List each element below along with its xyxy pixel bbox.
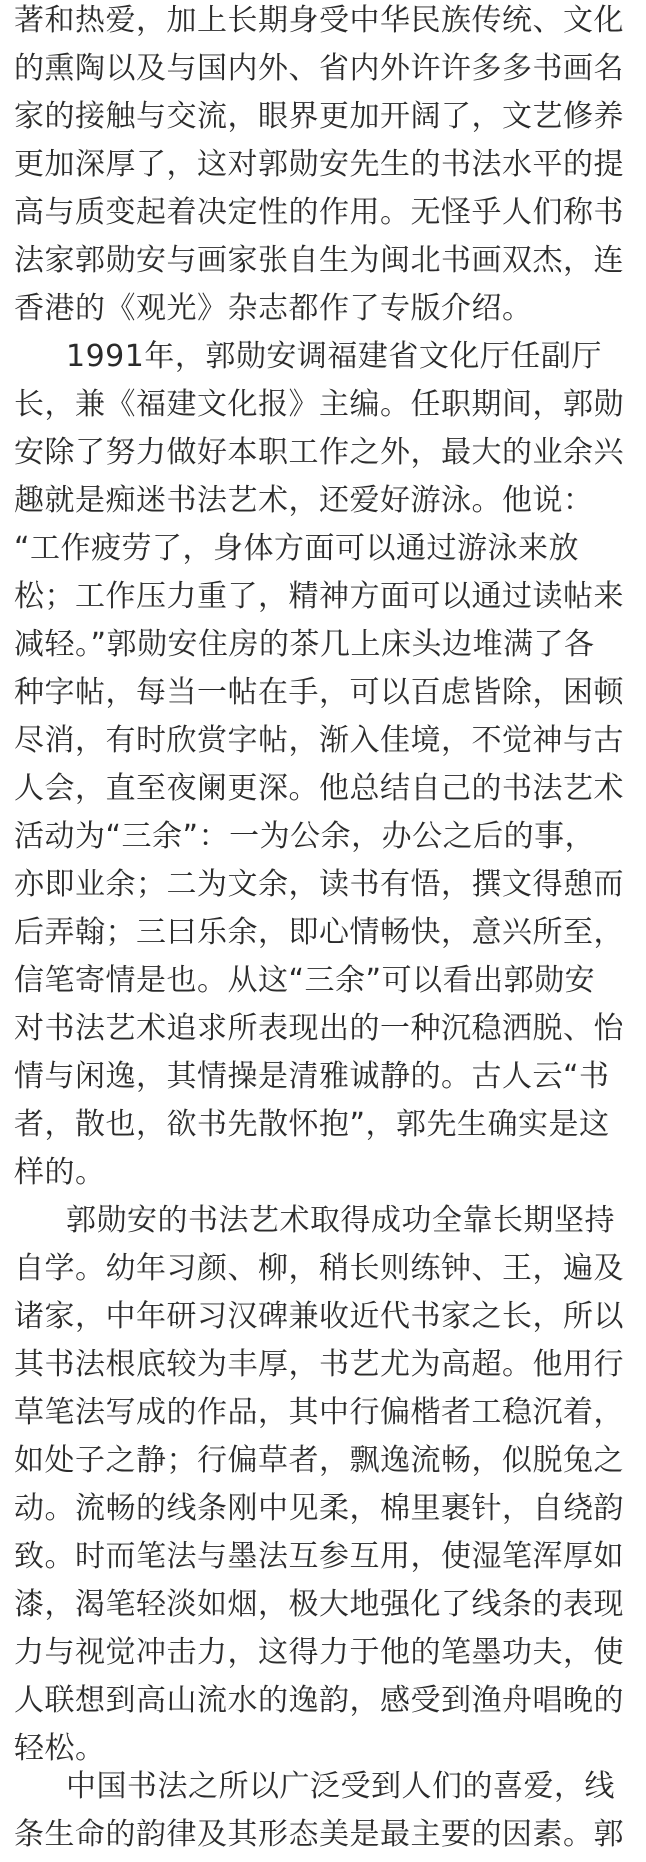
article-line: 动。流畅的线条刚中见柔，棉里裹针，自绕韵	[14, 1491, 624, 1526]
article-line: 种字帖，每当一帖在手，可以百虑皆除，困顿	[14, 675, 624, 710]
article-line: 诸家，中年研习汉碑兼收近代书家之长，所以	[14, 1299, 624, 1334]
article-line: 如处子之静；行偏草者，飘逸流畅，似脱兔之	[14, 1443, 624, 1478]
article-line: 样的。	[14, 1155, 106, 1190]
article-line: 松；工作压力重了，精神方面可以通过读帖来	[14, 579, 624, 614]
article-line: 著和热爱，加上长期身受中华民族传统、文化	[14, 3, 624, 38]
article-line: 漆，渴笔轻淡如烟，极大地强化了线条的表现	[14, 1587, 624, 1622]
article-line: 后弄翰；三曰乐余，即心情畅快，意兴所至，	[14, 915, 624, 950]
article-line: 者，散也，欲书先散怀抱”，郭先生确实是这	[14, 1107, 610, 1142]
article-line: 致。时而笔法与墨法互参互用，使湿笔浑厚如	[14, 1539, 624, 1574]
article-line: 活动为“三余”：一为公余，办公之后的事，	[14, 819, 596, 854]
article-line: 高与质变起着决定性的作用。无怪乎人们称书	[14, 195, 624, 230]
article-line: 人联想到高山流水的逸韵，感受到渔舟唱晚的	[14, 1683, 624, 1718]
article-line: 家的接触与交流，眼界更加开阔了，文艺修养	[14, 99, 624, 134]
article-line: 条生命的韵律及其形态美是最主要的因素。郭	[14, 1817, 624, 1852]
article-line: 情与闲逸，其情操是清雅诚静的。古人云“书	[14, 1059, 610, 1094]
article-line: 人会，直至夜阑更深。他总结自己的书法艺术	[14, 771, 624, 806]
article-line: “工作疲劳了，身体方面可以通过游泳来放	[14, 531, 580, 566]
article-line: 安除了努力做好本职工作之外，最大的业余兴	[14, 435, 624, 470]
article-line: 亦即业余；二为文余，读书有悟，撰文得憩而	[14, 867, 624, 902]
article-line: 长，兼《福建文化报》主编。任职期间，郭勋	[14, 387, 624, 422]
article-line: 自学。幼年习颜、柳，稍长则练钟、王，遍及	[14, 1251, 624, 1286]
paragraph-first-line: 1991年，郭勋安调福建省文化厅任副厅	[66, 339, 602, 374]
article-line: 尽消，有时欣赏字帖，渐入佳境，不觉神与古	[14, 723, 624, 758]
paragraph-first-line: 中国书法之所以广泛受到人们的喜爱，线	[66, 1769, 615, 1804]
article-line: 草笔法写成的作品，其中行偏楷者工稳沉着，	[14, 1395, 624, 1430]
article-line: 对书法艺术追求所表现出的一种沉稳洒脱、怡	[14, 1011, 624, 1046]
paragraph-first-line: 郭勋安的书法艺术取得成功全靠长期坚持	[66, 1203, 615, 1238]
article-line: 力与视觉冲击力，这得力于他的笔墨功夫，使	[14, 1635, 624, 1670]
article-line: 的熏陶以及与国内外、省内外许许多多书画名	[14, 51, 624, 86]
article-line: 其书法根底较为丰厚，书艺尤为高超。他用行	[14, 1347, 624, 1382]
article-line: 更加深厚了，这对郭勋安先生的书法水平的提	[14, 147, 624, 182]
article-line: 轻松。	[14, 1731, 106, 1766]
article-line: 信笔寄情是也。从这“三余”可以看出郭勋安	[14, 963, 596, 998]
article-line: 减轻。”郭勋安住房的茶几上床头边堆满了各	[14, 627, 595, 662]
article-line: 趣就是痴迷书法艺术，还爱好游泳。他说：	[14, 483, 594, 518]
article-line: 香港的《观光》杂志都作了专版介绍。	[14, 291, 533, 326]
article-line: 法家郭勋安与画家张自生为闽北书画双杰，连	[14, 243, 624, 278]
